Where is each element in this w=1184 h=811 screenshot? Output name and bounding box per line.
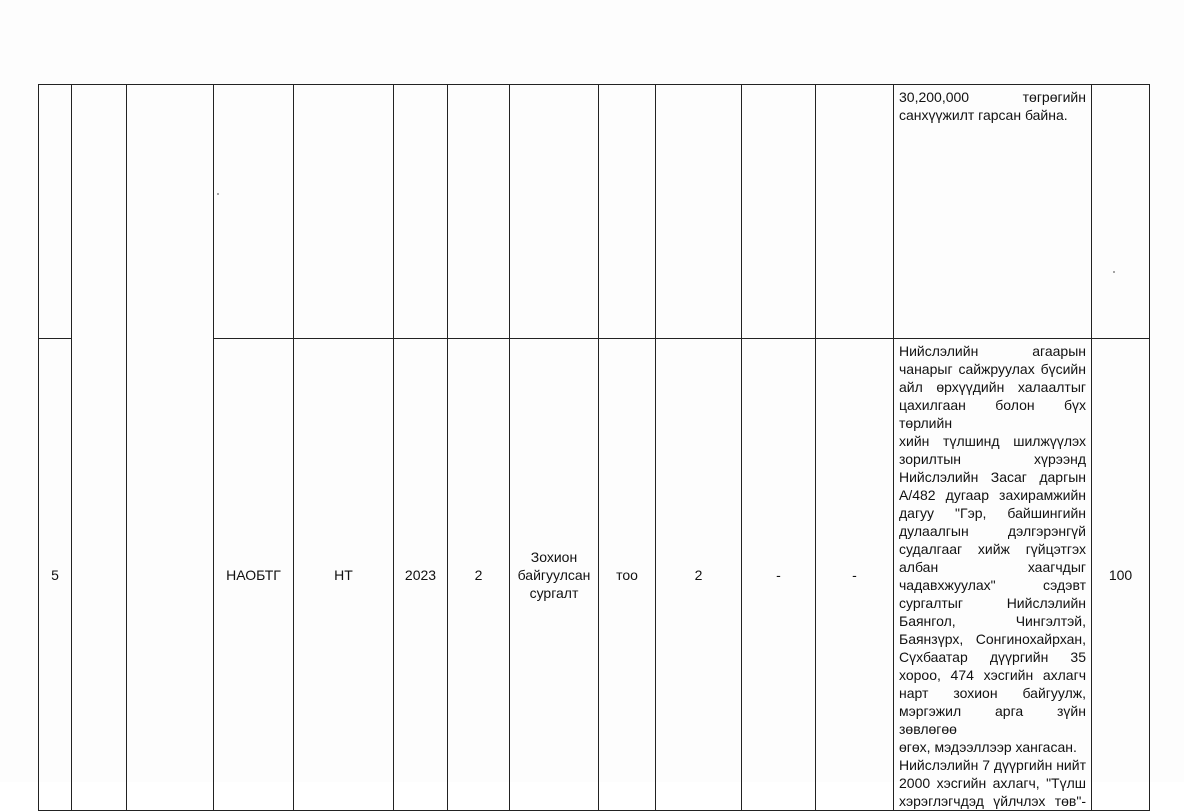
cell-dash1: - <box>742 339 816 811</box>
cell-percent-empty <box>1092 85 1150 339</box>
cell-count: 2 <box>448 339 510 811</box>
description-line: өгөх, мэдээллээр хангасан. <box>899 739 1077 755</box>
description-line: дагуу "Гэр, байшингийн <box>899 505 1086 521</box>
description-line: хэрэглэгчдэд үйлчлэх төв"- <box>899 793 1086 809</box>
description-line: 30,200,000 төгрөгийн <box>899 89 1086 105</box>
cell-activity-empty <box>510 85 599 339</box>
table-row-continued <box>39 85 1150 339</box>
description-line: Нийслэлийн агаарын <box>899 343 1086 359</box>
description-line: хороо, 474 хэсгийн ахлагч <box>899 667 1086 683</box>
description-line: Сүхбаатар дүүргийн 35 <box>899 649 1086 665</box>
cell-year: 2023 <box>394 339 448 811</box>
description-line: Баянгол, Чингэлтэй, <box>899 613 1086 629</box>
description-line: цахилгаан болон бүх төрлийн <box>899 397 1086 431</box>
description-line: зорилтын хүрээнд <box>899 451 1086 467</box>
cell-org-empty <box>214 85 294 339</box>
cell-type-empty <box>294 85 394 339</box>
description-line: албан хаагчдыг <box>899 559 1086 575</box>
cell-dash2: - <box>816 339 894 811</box>
cell-number: 5 <box>39 339 72 811</box>
description-line: сургалтыг Нийслэлийн <box>899 595 1086 611</box>
cell-target: 2 <box>656 339 742 811</box>
description-line: Нийслэлийн 7 дүүргийн нийт <box>899 757 1086 773</box>
description-line: дулаалгын дэлгэрэнгүй <box>899 523 1086 539</box>
description-line: айл өрхүүдийн халаалтыг <box>899 379 1086 395</box>
description-line: нарт зохион байгуулж, <box>899 685 1086 701</box>
description-line: чанарыг сайжруулах бүсийн <box>899 361 1086 377</box>
description-line: хийн түлшинд шилжүүлэх <box>899 433 1086 449</box>
cell-dash2-empty <box>816 85 894 339</box>
description-line: санхүүжилт гарсан байна. <box>899 107 1068 123</box>
cell-activity: Зохион байгуулсан сургалт <box>510 339 599 811</box>
cell-col3-merged <box>127 85 214 811</box>
cell-col2-merged <box>72 85 127 811</box>
description-line: Баянзүрх, Сонгинохайрхан, <box>899 631 1086 647</box>
cell-description <box>894 339 1092 811</box>
cell-target-empty <box>656 85 742 339</box>
cell-description-continued <box>894 85 1092 339</box>
scan-speck <box>217 193 219 195</box>
report-table <box>38 84 1150 811</box>
description-line: Нийслэлийн Засаг даргын <box>899 469 1086 485</box>
cell-dash1-empty <box>742 85 816 339</box>
description-line: судалгааг хийж гүйцэтгэх <box>899 541 1086 557</box>
description-line: А/482 дугаар захирамжийн <box>899 487 1086 503</box>
cell-year-empty <box>394 85 448 339</box>
description-line: мэргэжил арга зүйн зөвлөгөө <box>899 703 1086 737</box>
cell-number-empty <box>39 85 72 339</box>
cell-percent: 100 <box>1092 339 1150 811</box>
description-line: 2000 хэсгийн ахлагч, "Түлш <box>899 775 1086 791</box>
cell-count-empty <box>448 85 510 339</box>
scan-speck <box>1113 271 1115 273</box>
cell-unit: тоо <box>599 339 656 811</box>
description-line: чадавхжуулах" сэдэвт <box>899 577 1086 593</box>
cell-org: НАОБТГ <box>214 339 294 811</box>
cell-unit-empty <box>599 85 656 339</box>
cell-type: НТ <box>294 339 394 811</box>
